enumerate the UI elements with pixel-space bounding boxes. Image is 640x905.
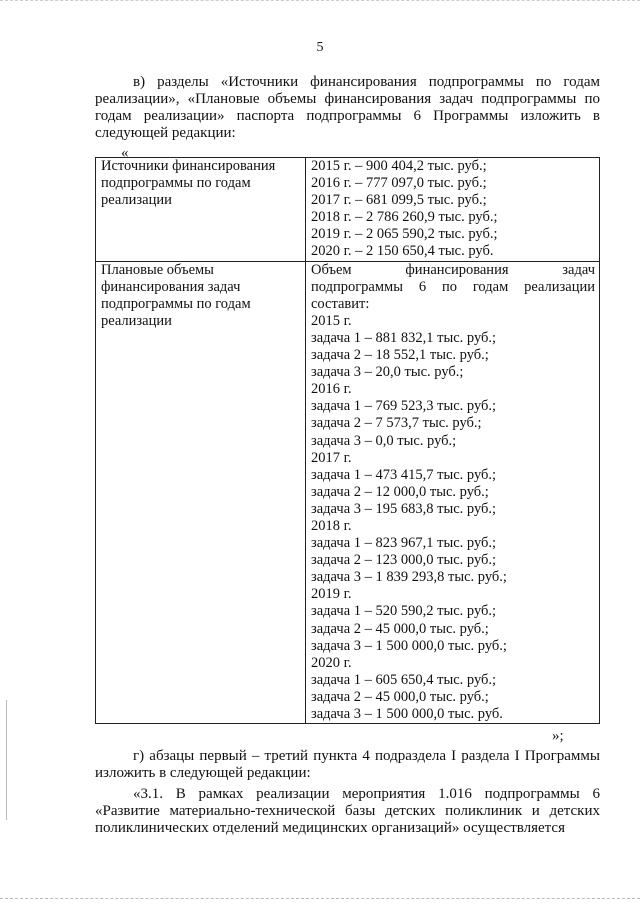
task-line: задача 1 – 605 650,4 тыс. руб.; xyxy=(311,671,497,688)
task-line: задача 2 – 123 000,0 тыс. руб.; xyxy=(311,552,497,569)
task-line: задача 2 – 18 552,1 тыс. руб.; xyxy=(311,347,489,364)
scan-edge-bottom xyxy=(0,898,640,900)
year-heading: 2020 г. xyxy=(311,654,352,671)
year-heading: 2017 г. xyxy=(311,449,352,466)
funding-line: 2016 г. – 777 097,0 тыс. руб.; xyxy=(311,175,487,192)
funding-line: 2017 г. – 681 099,5 тыс. руб.; xyxy=(311,192,487,209)
year-heading: 2016 г. xyxy=(311,381,352,398)
passport-table xyxy=(95,157,600,724)
row-label-planned-volumes: Плановые объемы финансирования задач подпрограммы по годам реализации xyxy=(96,261,306,724)
task-funding-cell xyxy=(306,261,600,724)
task-line: задача 3 – 1 500 000,0 тыс. руб. xyxy=(311,706,503,722)
task-line: задача 3 – 1 500 000,0 тыс. руб.; xyxy=(311,637,507,654)
task-intro-line: составит: xyxy=(311,295,370,312)
task-intro-line: Объем финансирования задач xyxy=(311,261,595,278)
year-heading: 2015 г. xyxy=(311,312,352,329)
task-line: задача 2 – 12 000,0 тыс. руб.; xyxy=(311,483,489,500)
task-line: задача 1 – 473 415,7 тыс. руб.; xyxy=(311,466,497,483)
paragraph-g: г) абзацы первый – третий пункта 4 подраздела I раздела I Программы изложить в следующей редакции: xyxy=(95,748,600,781)
intro-paragraph: в) разделы «Источники финансирования подпрограммы по годам реализации», «Плановые объемы финансирования задач подпрограммы по годам реализации» паспорта подпрограммы 6 Программы изложить в следующей редакции: xyxy=(95,74,600,141)
task-line: задача 3 – 0,0 тыс. руб.; xyxy=(311,432,457,449)
task-line: задача 1 – 823 967,1 тыс. руб.; xyxy=(311,535,497,552)
funding-line: 2020 г. – 2 150 650,4 тыс. руб. xyxy=(311,243,494,260)
funding-by-year-cell xyxy=(306,158,600,262)
task-line: задача 2 – 45 000,0 тыс. руб.; xyxy=(311,688,489,705)
task-line: задача 1 – 520 590,2 тыс. руб.; xyxy=(311,603,497,620)
paragraph-3-1: «3.1. В рамках реализации мероприятия 1.016 подпрограммы 6 «Развитие материально-технической базы детских поликлиник и детских поликлинических отделений медицинских организаций» осуществляется xyxy=(95,786,600,836)
table-row xyxy=(96,261,600,724)
page-number: 5 xyxy=(316,40,324,55)
task-line: задача 3 – 1 839 293,8 тыс. руб.; xyxy=(311,569,507,586)
task-line: задача 3 – 195 683,8 тыс. руб.; xyxy=(311,500,497,517)
scan-margin-mark xyxy=(6,700,7,820)
funding-line: 2015 г. – 900 404,2 тыс. руб.; xyxy=(311,158,487,174)
funding-line: 2018 г. – 2 786 260,9 тыс. руб.; xyxy=(311,209,498,226)
task-line: задача 2 – 45 000,0 тыс. руб.; xyxy=(311,620,489,637)
task-line: задача 1 – 881 832,1 тыс. руб.; xyxy=(311,329,497,346)
task-line: задача 2 – 7 573,7 тыс. руб.; xyxy=(311,415,482,432)
quote-open: « xyxy=(121,145,129,161)
table-row xyxy=(96,158,600,262)
year-heading: 2019 г. xyxy=(311,586,352,603)
task-line: задача 1 – 769 523,3 тыс. руб.; xyxy=(311,398,497,415)
quote-close: »; xyxy=(552,728,564,744)
task-intro-line: подпрограммы 6 по годам реализации xyxy=(311,278,595,295)
task-line: задача 3 – 20,0 тыс. руб.; xyxy=(311,364,464,381)
year-heading: 2018 г. xyxy=(311,517,352,534)
funding-line: 2019 г. – 2 065 590,2 тыс. руб.; xyxy=(311,226,498,243)
scan-edge-top xyxy=(0,0,640,3)
row-label-funding-sources: Источники финансирования подпрограммы по годам реализации xyxy=(96,158,306,262)
